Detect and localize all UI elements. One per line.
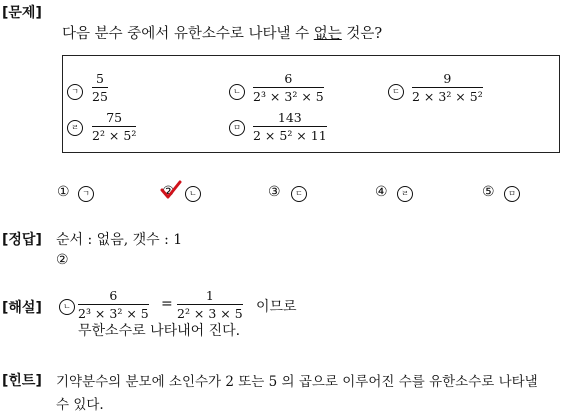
explanation-fraction-1: 6 2³ × 3² × 5 (78, 288, 149, 321)
explanation-marker: ㄴ (59, 299, 75, 315)
answer-line-2: ② (56, 252, 69, 268)
checkmark-icon (160, 180, 182, 200)
marker-mieum: ㅁ (229, 120, 245, 136)
answer-tag: [정답] (2, 232, 42, 248)
question-text: 다음 분수 중에서 유한소수로 나타낼 수 없는 것은? (62, 26, 383, 42)
explanation-fraction-2: 1 2² × 3 × 5 (177, 288, 243, 321)
fraction-item-3: 9 2 × 3² × 5² (412, 71, 483, 104)
problem-tag: [문제] (2, 5, 42, 21)
marker-digeut: ㄷ (388, 84, 404, 100)
marker-nieun: ㄴ (229, 84, 245, 100)
hint-tag: [힌트] (2, 373, 42, 389)
fraction-item-5: 143 2 × 5² × 11 (253, 110, 327, 143)
marker-giyeok: ㄱ (67, 84, 83, 100)
marker-rieul: ㄹ (67, 120, 83, 136)
choice-4-marker: ㄹ (397, 186, 413, 202)
explanation-line-2: 무한소수로 나타내어 진다. (78, 323, 241, 339)
choice-3-marker: ㄷ (291, 186, 307, 202)
choice-5-marker: ㅁ (504, 186, 520, 202)
fraction-item-2: 6 2³ × 3² × 5 (253, 71, 324, 104)
choice-1[interactable]: ① (57, 184, 70, 200)
choice-3[interactable]: ③ (268, 184, 281, 200)
fraction-item-1: 5 25 (92, 71, 108, 104)
emphasis-underlined: 없는 (313, 26, 342, 42)
hint-line-1: 기약분수의 분모에 소인수가 2 또는 5 의 곱으로 이루어진 수를 유한소수로 나타낼 (56, 374, 538, 390)
answer-line-1: 순서 : 없음, 갯수 : 1 (56, 232, 183, 248)
choice-1-marker: ㄱ (78, 186, 94, 202)
choice-2[interactable]: ② (162, 184, 175, 200)
choice-4[interactable]: ④ (375, 184, 388, 200)
explanation-tag: [해설] (2, 300, 42, 316)
hint-line-2: 수 있다. (56, 397, 104, 413)
explanation-suffix: 이므로 (256, 299, 297, 315)
fraction-item-4: 75 2² × 5² (92, 110, 137, 143)
choice-5[interactable]: ⑤ (482, 184, 495, 200)
choice-2-marker: ㄴ (185, 186, 201, 202)
equals-sign: = (161, 296, 173, 312)
